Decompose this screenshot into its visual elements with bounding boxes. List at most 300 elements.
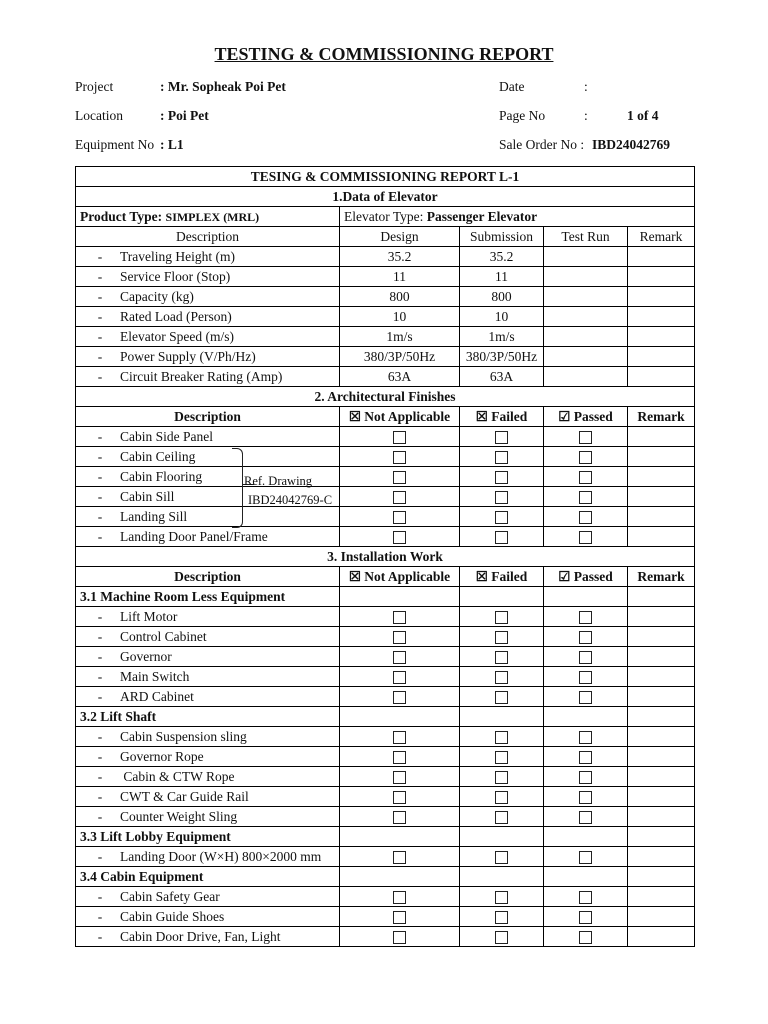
equipment-value: : L1 [160,137,184,152]
spec-description [76,247,340,267]
failed-checkbox[interactable] [495,691,508,704]
passed-empty [544,707,628,727]
failed-cell [460,427,544,447]
not-applicable-checkbox[interactable] [393,491,406,504]
passed-checkbox[interactable] [579,931,592,944]
passed-cell [544,667,628,687]
table-row [76,907,695,927]
failed-checkbox[interactable] [495,731,508,744]
remark-input[interactable] [628,587,695,607]
table-row [76,627,695,647]
sale-order-label: Sale Order No : [499,137,585,152]
not-applicable-checkbox[interactable] [393,731,406,744]
sale-order-value: IBD24042769 [592,137,671,152]
spec-description [76,347,340,367]
design-value: 380/3P/50Hz [340,347,460,367]
dash-marker: - [97,528,103,544]
passed-checkbox[interactable] [579,651,592,664]
failed-checkbox[interactable] [495,671,508,684]
ref-drawing-value: IBD24042769-C [248,493,333,507]
table-row [76,847,695,867]
remark-input[interactable] [628,807,695,827]
not-applicable-cell [340,927,460,947]
not-applicable-empty [340,587,460,607]
not-applicable-cell [340,847,460,867]
dash-marker: - [97,288,103,304]
not-applicable-checkbox[interactable] [393,531,406,544]
submission-value: 63A [460,367,544,387]
table-row [76,747,695,767]
failed-cell [460,887,544,907]
dash-marker: - [97,628,103,644]
not-applicable-checkbox[interactable] [393,691,406,704]
passed-cell [544,927,628,947]
check-description [76,807,340,827]
failed-checkbox[interactable] [495,931,508,944]
submission-value: 1m/s [460,327,544,347]
s2-col-remark: Remark [628,407,695,427]
passed-empty [544,827,628,847]
remark-input[interactable] [628,847,695,867]
item-label: Service Floor (Stop) [120,268,231,284]
spec-description [76,327,340,347]
table-row [76,327,695,347]
not-applicable-checkbox[interactable] [393,651,406,664]
remark-input[interactable] [628,907,695,927]
dash-marker: - [97,348,103,364]
passed-checkbox[interactable] [579,891,592,904]
failed-empty [460,827,544,847]
remark-input[interactable] [628,287,695,307]
not-applicable-cell [340,507,460,527]
remark-input[interactable] [628,747,695,767]
table-row [76,887,695,907]
check-description [76,647,340,667]
failed-checkbox[interactable] [495,471,508,484]
table-row [76,447,695,467]
remark-input[interactable] [628,527,695,547]
item-label: Counter Weight Sling [120,808,238,824]
passed-cell [544,507,628,527]
passed-empty [544,867,628,887]
dash-marker: - [97,668,103,684]
item-label: Cabin Safety Gear [120,888,220,904]
passed-checkbox[interactable] [579,691,592,704]
report-title: TESING & COMMISSIONING REPORT L-1 [76,167,695,187]
dash-marker: - [97,428,103,444]
remark-input[interactable] [628,667,695,687]
not-applicable-cell [340,487,460,507]
failed-checkbox[interactable] [495,611,508,624]
item-label: Lift Motor [120,608,178,624]
submission-value: 380/3P/50Hz [460,347,544,367]
passed-checkbox[interactable] [579,751,592,764]
failed-cell [460,687,544,707]
not-applicable-cell [340,647,460,667]
date-label: Date [499,79,525,94]
passed-checkbox[interactable] [579,511,592,524]
failed-checkbox[interactable] [495,651,508,664]
dash-marker: - [97,308,103,324]
table-row [76,527,695,547]
table-row [76,667,695,687]
item-label: CWT & Car Guide Rail [120,788,249,804]
test-run-input[interactable] [544,367,628,387]
submission-value: 10 [460,307,544,327]
check-description [76,527,340,547]
s3-col-not-applicable: ☒ Not Applicable [340,567,460,587]
passed-cell [544,847,628,867]
section1-title: 1.Data of Elevator [76,187,695,207]
not-applicable-cell [340,667,460,687]
dash-marker: - [97,648,103,664]
passed-checkbox[interactable] [579,851,592,864]
failed-checkbox[interactable] [495,911,508,924]
not-applicable-empty [340,707,460,727]
remark-input[interactable] [628,767,695,787]
passed-cell [544,787,628,807]
failed-checkbox[interactable] [495,531,508,544]
spec-description [76,287,340,307]
failed-checkbox[interactable] [495,771,508,784]
date-colon: : [584,79,588,94]
table-row [76,287,695,307]
elevator-type-cell [340,207,695,227]
col-test-run: Test Run [544,227,628,247]
dash-marker: - [97,908,103,924]
group-title: 3.3 Lift Lobby Equipment [76,827,340,847]
product-type-value: SIMPLEX (MRL) [165,209,260,224]
check-description [76,667,340,687]
table-row [76,307,695,327]
failed-checkbox[interactable] [495,791,508,804]
passed-cell [544,767,628,787]
item-label: Governor Rope [120,748,204,764]
passed-checkbox[interactable] [579,491,592,504]
remark-input[interactable] [628,367,695,387]
passed-cell [544,807,628,827]
table-row [76,427,695,447]
not-applicable-checkbox[interactable] [393,451,406,464]
remark-input[interactable] [628,887,695,907]
item-label: Elevator Speed (m/s) [120,328,234,344]
dash-marker: - [97,448,103,464]
group-row [76,707,695,727]
passed-checkbox[interactable] [579,611,592,624]
check-description [76,887,340,907]
not-applicable-cell [340,767,460,787]
check-description [76,447,340,467]
check-description [76,607,340,627]
failed-checkbox[interactable] [495,851,508,864]
dash-marker: - [97,608,103,624]
ref-brace [232,448,243,528]
elevator-type-label: Elevator Type: [344,208,424,224]
remark-input[interactable] [628,607,695,627]
remark-input[interactable] [628,727,695,747]
failed-empty [460,707,544,727]
failed-cell [460,507,544,527]
s2-col-passed: ☑ Passed [544,407,628,427]
not-applicable-checkbox[interactable] [393,611,406,624]
failed-checkbox[interactable] [495,811,508,824]
remark-input[interactable] [628,687,695,707]
not-applicable-checkbox[interactable] [393,471,406,484]
item-label: Cabin Guide Shoes [120,908,225,924]
spec-description [76,267,340,287]
not-applicable-cell [340,807,460,827]
not-applicable-checkbox[interactable] [393,431,406,444]
design-value: 1m/s [340,327,460,347]
passed-cell [544,627,628,647]
passed-cell [544,907,628,927]
check-description [76,847,340,867]
not-applicable-checkbox[interactable] [393,791,406,804]
test-run-input[interactable] [544,267,628,287]
failed-checkbox[interactable] [495,431,508,444]
failed-cell [460,487,544,507]
check-description [76,507,340,527]
failed-cell [460,667,544,687]
table-row [76,267,695,287]
test-run-input[interactable] [544,327,628,347]
not-applicable-checkbox[interactable] [393,631,406,644]
dash-marker: - [97,928,103,944]
design-value: 63A [340,367,460,387]
failed-checkbox[interactable] [495,451,508,464]
passed-checkbox[interactable] [579,451,592,464]
remark-input[interactable] [628,447,695,467]
passed-checkbox[interactable] [579,911,592,924]
remark-input[interactable] [628,647,695,667]
submission-value: 35.2 [460,247,544,267]
test-run-input[interactable] [544,347,628,367]
item-label: Cabin Flooring [120,468,203,484]
failed-empty [460,867,544,887]
remark-input[interactable] [628,787,695,807]
not-applicable-checkbox[interactable] [393,851,406,864]
test-run-input[interactable] [544,307,628,327]
not-applicable-cell [340,687,460,707]
not-applicable-checkbox[interactable] [393,511,406,524]
failed-cell [460,647,544,667]
table-row [76,347,695,367]
dash-marker: - [97,748,103,764]
dash-marker: - [97,468,103,484]
item-label: Cabin Door Drive, Fan, Light [120,928,281,944]
passed-cell [544,447,628,467]
not-applicable-cell [340,467,460,487]
failed-cell [460,727,544,747]
remark-input[interactable] [628,307,695,327]
dash-marker: - [97,808,103,824]
remark-input[interactable] [628,627,695,647]
failed-cell [460,847,544,867]
table-row [76,467,695,487]
not-applicable-checkbox[interactable] [393,931,406,944]
not-applicable-checkbox[interactable] [393,911,406,924]
remark-input[interactable] [628,467,695,487]
passed-cell [544,887,628,907]
dash-marker: - [97,888,103,904]
failed-cell [460,767,544,787]
item-label: Landing Door (W×H) 800×2000 mm [120,848,322,864]
table-row [76,767,695,787]
passed-checkbox[interactable] [579,771,592,784]
failed-checkbox[interactable] [495,631,508,644]
passed-checkbox[interactable] [579,671,592,684]
passed-checkbox[interactable] [579,431,592,444]
check-description [76,687,340,707]
not-applicable-cell [340,887,460,907]
failed-checkbox[interactable] [495,891,508,904]
table-row [76,507,695,527]
passed-empty [544,587,628,607]
location-value: : Poi Pet [160,108,209,123]
not-applicable-checkbox[interactable] [393,891,406,904]
item-label: Governor [120,648,172,664]
passed-checkbox[interactable] [579,811,592,824]
ref-drawing-label: Ref. Drawing [244,474,313,488]
not-applicable-empty [340,867,460,887]
item-label: Main Switch [120,668,190,684]
item-label: Circuit Breaker Rating (Amp) [120,368,283,384]
dash-marker: - [97,328,103,344]
section2-title: 2. Architectural Finishes [76,387,695,407]
table-row [76,727,695,747]
not-applicable-checkbox[interactable] [393,671,406,684]
page-title: TESTING & COMMISSIONING REPORT [214,44,554,64]
not-applicable-cell [340,627,460,647]
failed-checkbox[interactable] [495,511,508,524]
s3-col-remark: Remark [628,567,695,587]
equipment-label: Equipment No [75,137,155,152]
not-applicable-cell [340,907,460,927]
item-label: Landing Sill [120,508,188,524]
check-description [76,907,340,927]
failed-checkbox[interactable] [495,751,508,764]
group-title: 3.4 Cabin Equipment [76,867,340,887]
submission-value: 800 [460,287,544,307]
not-applicable-cell [340,727,460,747]
spec-description [76,307,340,327]
design-value: 11 [340,267,460,287]
table-row [76,927,695,947]
test-run-input[interactable] [544,287,628,307]
remark-input[interactable] [628,427,695,447]
remark-input[interactable] [628,867,695,887]
check-description [76,747,340,767]
not-applicable-cell [340,787,460,807]
design-value: 800 [340,287,460,307]
passed-checkbox[interactable] [579,471,592,484]
remark-input[interactable] [628,507,695,527]
remark-input[interactable] [628,327,695,347]
group-title: 3.1 Machine Room Less Equipment [76,587,340,607]
failed-cell [460,787,544,807]
s2-col-not-applicable: ☒ Not Applicable [340,407,460,427]
failed-cell [460,447,544,467]
remark-input[interactable] [628,927,695,947]
passed-cell [544,427,628,447]
remark-input[interactable] [628,827,695,847]
failed-cell [460,627,544,647]
failed-cell [460,527,544,547]
dash-marker: - [97,728,103,744]
not-applicable-empty [340,827,460,847]
not-applicable-cell [340,447,460,467]
col-submission: Submission [460,227,544,247]
failed-cell [460,927,544,947]
submission-value: 11 [460,267,544,287]
location-label: Location [75,108,123,123]
item-label: Capacity (kg) [120,288,194,304]
group-row [76,867,695,887]
remark-input[interactable] [628,267,695,287]
failed-checkbox[interactable] [495,491,508,504]
passed-cell [544,647,628,667]
item-label: Control Cabinet [120,628,207,644]
table-row [76,647,695,667]
passed-cell [544,607,628,627]
remark-input[interactable] [628,347,695,367]
not-applicable-checkbox[interactable] [393,811,406,824]
table-row [76,787,695,807]
page-value: 1 of 4 [627,108,659,123]
product-type-cell [76,207,340,227]
item-label: Cabin & CTW Rope [120,768,235,784]
check-description [76,627,340,647]
passed-checkbox[interactable] [579,631,592,644]
not-applicable-checkbox[interactable] [393,751,406,764]
test-run-input[interactable] [544,247,628,267]
failed-cell [460,467,544,487]
dash-marker: - [97,848,103,864]
col-design: Design [340,227,460,247]
dash-marker: - [97,368,103,384]
item-label: Rated Load (Person) [120,308,232,324]
check-description [76,927,340,947]
page-label: Page No [499,108,546,123]
check-description [76,727,340,747]
passed-checkbox[interactable] [579,731,592,744]
dash-marker: - [97,248,103,264]
passed-checkbox[interactable] [579,531,592,544]
design-value: 10 [340,307,460,327]
col-remark: Remark [628,227,695,247]
failed-cell [460,807,544,827]
remark-input[interactable] [628,247,695,267]
s3-col-failed: ☒ Failed [460,567,544,587]
table-row [76,607,695,627]
passed-cell [544,747,628,767]
remark-input[interactable] [628,487,695,507]
item-label: Cabin Side Panel [120,428,213,444]
passed-cell [544,527,628,547]
group-title: 3.2 Lift Shaft [76,707,340,727]
group-row [76,587,695,607]
item-label: Landing Door Panel/Frame [120,528,268,544]
table-row [76,807,695,827]
section3-title: 3. Installation Work [76,547,695,567]
not-applicable-cell [340,427,460,447]
not-applicable-checkbox[interactable] [393,771,406,784]
passed-checkbox[interactable] [579,791,592,804]
failed-cell [460,607,544,627]
remark-input[interactable] [628,707,695,727]
failed-cell [460,907,544,927]
check-description [76,427,340,447]
